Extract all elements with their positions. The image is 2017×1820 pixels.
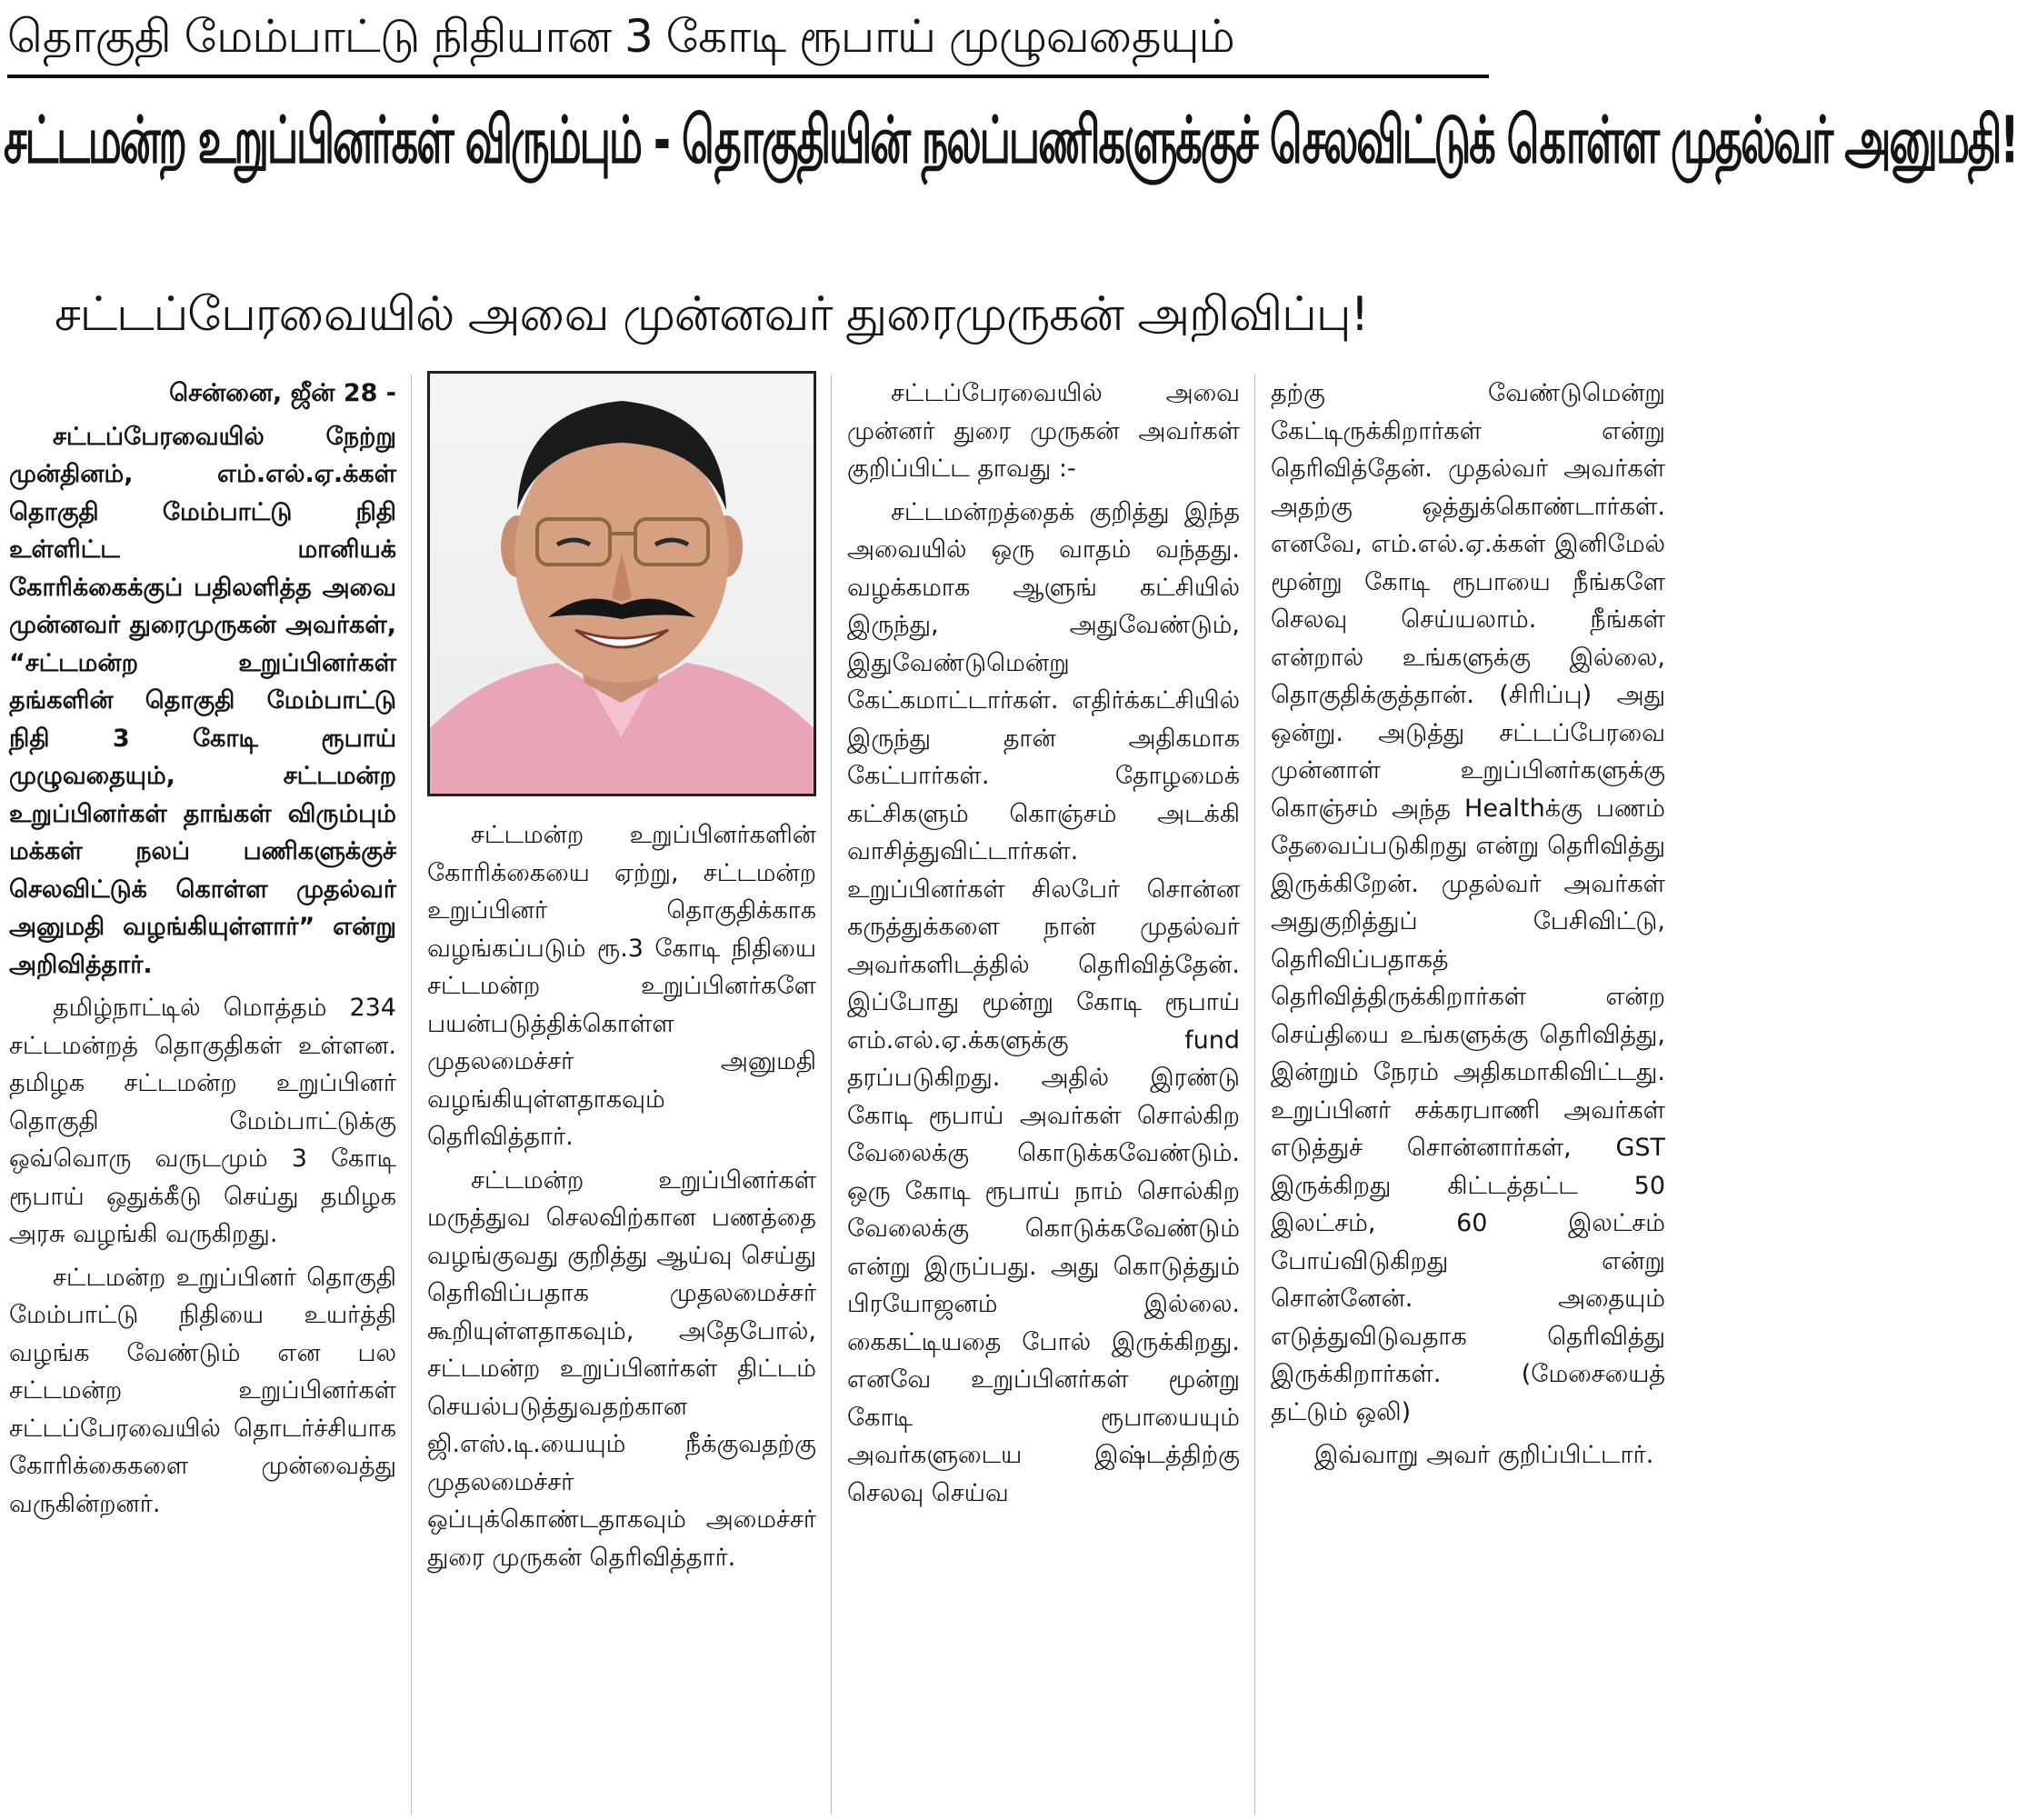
column-divider — [411, 375, 412, 1815]
kicker-headline: தொகுதி மேம்பாட்டு நிதியான 3 கோடி ரூபாய் முழுவதையும் — [7, 4, 1489, 78]
paragraph: சட்டமன்ற உறுப்பினர்களின் கோரிக்கையை ஏற்று, சட்டமன்ற உறுப்பினர் தொகுதிக்காக வழங்கப்படும் ரூ.3 கோடி நிதியை சட்டமன்ற உறுப்பினர்களே பயன்படுத்திக்கொள்ள முதலமைச்சர் அனுமதி வழங்கியுள்ளதாகவும் தெரிவித்தார். — [427, 821, 816, 1151]
paragraph: சட்டமன்ற உறுப்பினர் தொகுதி மேம்பாட்டு நிதியை உயர்த்தி வழங்க வேண்டும் என பல சட்டமன்ற உறுப்பினர்கள் சட்டப்பேரவையில் தொடர்ச்சியாக கோரிக்கைகளை முன்வைத்து வருகின்றனர். — [9, 1263, 396, 1518]
paragraph: சட்டமன்றத்தைக் குறித்து இந்த அவையில் ஒரு வாதம் வந்தது. வழக்கமாக ஆளுங் கட்சியில் இருந்து, அதுவேண்டும், இதுவேண்டுமென்று கேட்கமாட்டார்கள். எதிர்க்கட்சியில் இருந்து தான் அதிகமாக கேட்பார்கள். தோழமைக் கட்சிகளும் கொஞ்சம் அடக்கி வாசித்துவிட்டார்கள். உறுப்பினர்கள் சிலபேர் சொன்ன கருத்துக்களை நான் முதல்வர் அவர்களிடத்தில் தெரிவித்தேன். இப்போது மூன்று கோடி ரூபாய் எம்.எல்.ஏ.க்களுக்கு fund தரப்படுகிறது. அதில் இரண்டு கோடி ரூபாய் அவர்கள் சொல்கிற வேலைக்கு கொடுக்கவேண்டும். ஒரு கோடி ரூபாய் நாம் சொல்கிற வேலைக்கு கொடுக்கவேண்டும் என்று இருப்பது. அது கொடுத்தும் பிரயோஜனம் இல்லை. கைகட்டியதை போல் இருக்கிறது. எனவே உறுப்பினர்கள் மூன்று கோடி ரூபாயையும் அவர்களுடைய இஷ்டத்திற்கு செலவு செய்வ — [847, 497, 1240, 1507]
dateline: சென்னை, ஜீன் 28 - — [169, 379, 396, 407]
column-divider — [831, 375, 832, 1815]
article-column-2 — [427, 816, 816, 1815]
main-headline: சட்டமன்ற உறுப்பினர்கள் விரும்பும் - தொகுதியின் நலப்பணிகளுக்குச் செலவிட்டுக் கொள்ள முதல்வர் அனுமதி! — [4, 101, 2017, 178]
paragraph: சட்டமன்ற உறுப்பினர்கள் மருத்துவ செலவிற்கான பணத்தை வழங்குவது குறித்து ஆய்வு செய்து தெரிவிப்பதாக முதலமைச்சர் கூறியுள்ளதாகவும், அதேபோல், சட்டமன்ற உறுப்பினர்கள் திட்டம் செயல்படுத்துவதற்கான ஜி.எஸ்.டி.யையும் நீக்குவதற்கு முதலமைச்சர் ஒப்புக்கொண்டதாகவும் அமைச்சர் துரை முருகன் தெரிவித்தார். — [427, 1165, 816, 1572]
column-divider — [1254, 375, 1255, 1815]
portrait-photo — [427, 371, 816, 796]
sub-headline: சட்டப்பேரவையில் அவை முன்னவர் துரைமுருகன் அறிவிப்பு! — [55, 287, 1369, 342]
article-column-4 — [1271, 375, 1665, 1815]
lead-paragraph: சட்டப்பேரவையில் நேற்று முன்தினம், எம்.எல்.ஏ.க்கள் தொகுதி மேம்பாட்டு நிதி உள்ளிட்ட மானியக் கோரிக்கைக்குப் பதிலளித்த அவை முன்னவர் துரைமுருகன் அவர்கள், “சட்டமன்ற உறுப்பினர்கள் தங்களின் தொகுதி மேம்பாட்டு நிதி 3 கோடி ரூபாய் முழுவதையும், சட்டமன்ற உறுப்பினர்கள் தாங்கள் விரும்பும் மக்கள் நலப் பணிகளுக்குச் செலவிட்டுக் கொள்ள முதல்வர் அனுமதி வழங்கியுள்ளார்” என்று அறிவித்தார். — [9, 422, 396, 979]
paragraph: சட்டப்பேரவையில் அவை முன்னர் துரை முருகன் அவர்கள் குறிப்பிட்ட தாவது :- — [847, 379, 1240, 483]
paragraph: இவ்வாறு அவர் குறிப்பிட்டார். — [1314, 1441, 1654, 1469]
article-column-1 — [9, 375, 396, 1815]
portrait-illustration — [430, 374, 814, 794]
article-column-3 — [847, 375, 1240, 1815]
paragraph: தமிழ்நாட்டில் மொத்தம் 234 சட்டமன்றத் தொகுதிகள் உள்ளன. தமிழக சட்டமன்ற உறுப்பினர் தொகுதி மேம்பாட்டுக்கு ஒவ்வொரு வருடமும் 3 கோடி ரூபாய் ஒதுக்கீடு செய்து தமிழக அரசு வழங்கி வருகிறது. — [9, 994, 396, 1248]
paragraph: தற்கு வேண்டுமென்று கேட்டிருக்கிறார்கள் என்று தெரிவித்தேன். முதல்வர் அவர்கள் அதற்கு ஒத்துக்கொண்டார்கள். எனவே, எம்.எல்.ஏ.க்கள் இனிமேல் மூன்று கோடி ரூபாயை நீங்களே செலவு செய்யலாம். நீங்கள் என்றால் உங்களுக்கு இல்லை, தொகுதிக்குத்தான். (சிரிப்பு) அது ஒன்று. அடுத்து சட்டப்பேரவை முன்னாள் உறுப்பினர்களுக்கு கொஞ்சம் அந்த Healthக்கு பணம் தேவைப்படுகிறது என்று தெரிவித்து இருக்கிறேன். முதல்வர் அவர்கள் அதுகுறித்துப் பேசிவிட்டு, தெரிவிப்பதாகத் தெரிவித்திருக்கிறார்கள் என்ற செய்தியை உங்களுக்கு தெரிவித்து, இன்றும் நேரம் அதிகமாகிவிட்டது. உறுப்பினர் சக்கரபாணி அவர்கள் எடுத்துச் சொன்னார்கள், GST இருக்கிறது கிட்டத்தட்ட 50 இலட்சம், 60 இலட்சம் போய்விடுகிறது என்று சொன்னேன். அதையும் எடுத்துவிடுவதாக தெரிவித்து இருக்கிறார்கள். (மேசையைத் தட்டும் ஒலி) — [1271, 379, 1665, 1426]
